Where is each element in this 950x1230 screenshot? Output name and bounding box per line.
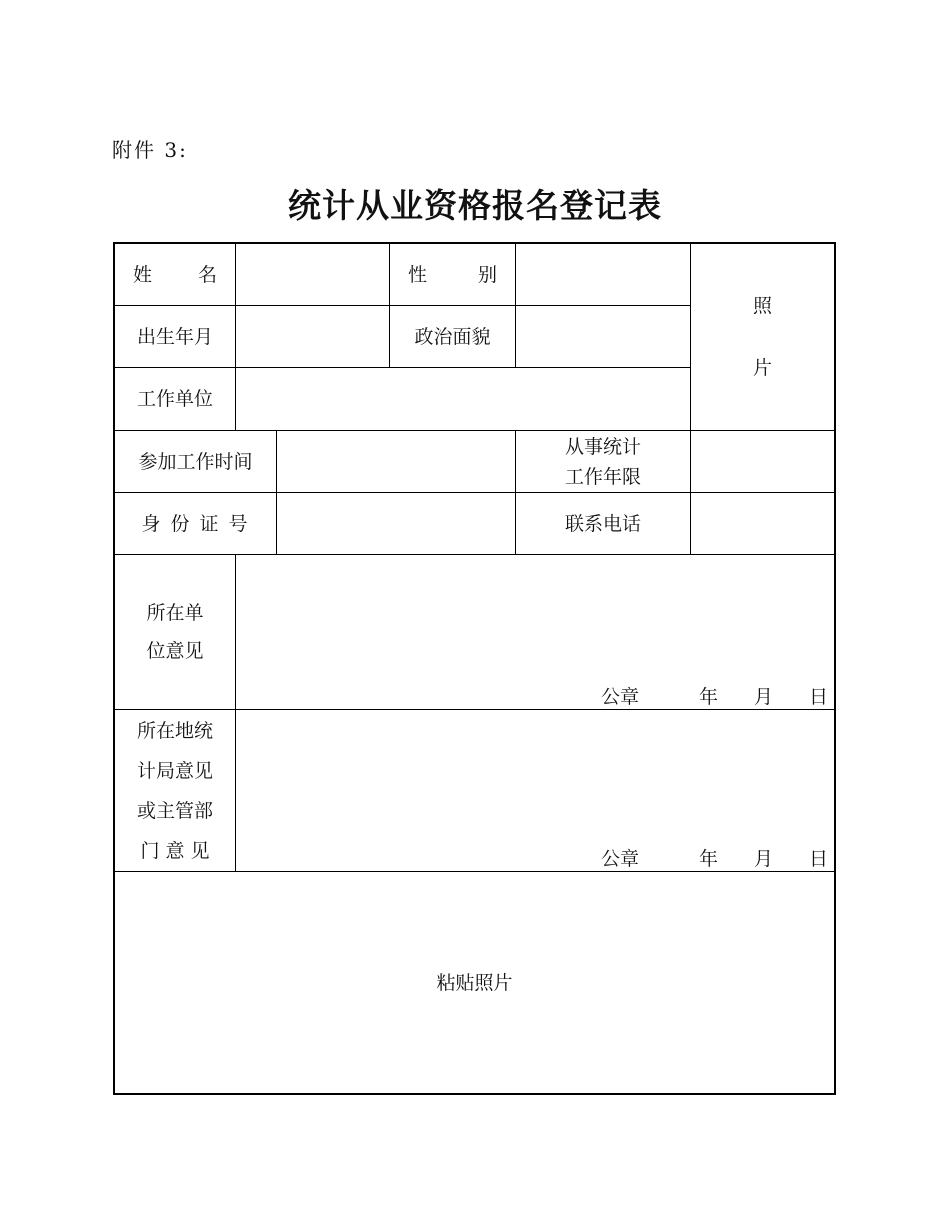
employer-label: 工作单位 xyxy=(136,388,213,410)
birth-field[interactable] xyxy=(236,306,389,367)
registration-form xyxy=(113,242,836,1095)
work-start-label: 参加工作时间 xyxy=(138,450,253,473)
photo-label-2: 片 xyxy=(752,357,772,379)
gender-field[interactable] xyxy=(516,244,690,305)
bureau-opinion-label: 所在地统 计局意见 或主管部 门 意 见 xyxy=(136,719,213,862)
gender-label: 性 别 xyxy=(408,263,497,286)
political-label: 政治面貌 xyxy=(414,325,491,348)
id-label: 身 份 证 号 xyxy=(141,512,250,535)
id-field[interactable] xyxy=(277,493,515,554)
photo-box[interactable] xyxy=(691,244,834,430)
unit-month-label: 月 xyxy=(754,686,774,708)
phone-label: 联系电话 xyxy=(564,512,641,535)
bureau-opinion-field[interactable] xyxy=(236,710,834,871)
unit-year-label: 年 xyxy=(699,686,719,708)
bureau-seal-label: 公章 xyxy=(601,848,640,870)
political-field[interactable] xyxy=(516,306,690,367)
name-label: 姓 名 xyxy=(133,263,217,286)
unit-seal-label: 公章 xyxy=(601,686,640,708)
stat-years-field[interactable] xyxy=(691,431,834,492)
stat-years-label: 从事统计 工作年限 xyxy=(564,435,641,488)
bureau-month-label: 月 xyxy=(754,848,774,870)
phone-field[interactable] xyxy=(691,493,834,554)
bureau-day-label: 日 xyxy=(809,848,829,870)
unit-opinion-label: 所在单 位意见 xyxy=(146,602,204,662)
paste-photo-area[interactable] xyxy=(115,872,834,1093)
unit-opinion-field[interactable] xyxy=(236,555,834,709)
unit-day-label: 日 xyxy=(809,686,829,708)
employer-field[interactable] xyxy=(236,368,690,430)
photo-label-1: 照 xyxy=(752,295,772,317)
attachment-label: 附件 3: xyxy=(112,138,188,162)
bureau-year-label: 年 xyxy=(699,848,719,870)
birth-label: 出生年月 xyxy=(136,325,213,348)
form-title: 统计从业资格报名登记表 xyxy=(288,186,662,225)
paste-photo-label: 粘贴照片 xyxy=(436,971,513,994)
name-field[interactable] xyxy=(236,244,389,305)
work-start-field[interactable] xyxy=(277,431,515,492)
